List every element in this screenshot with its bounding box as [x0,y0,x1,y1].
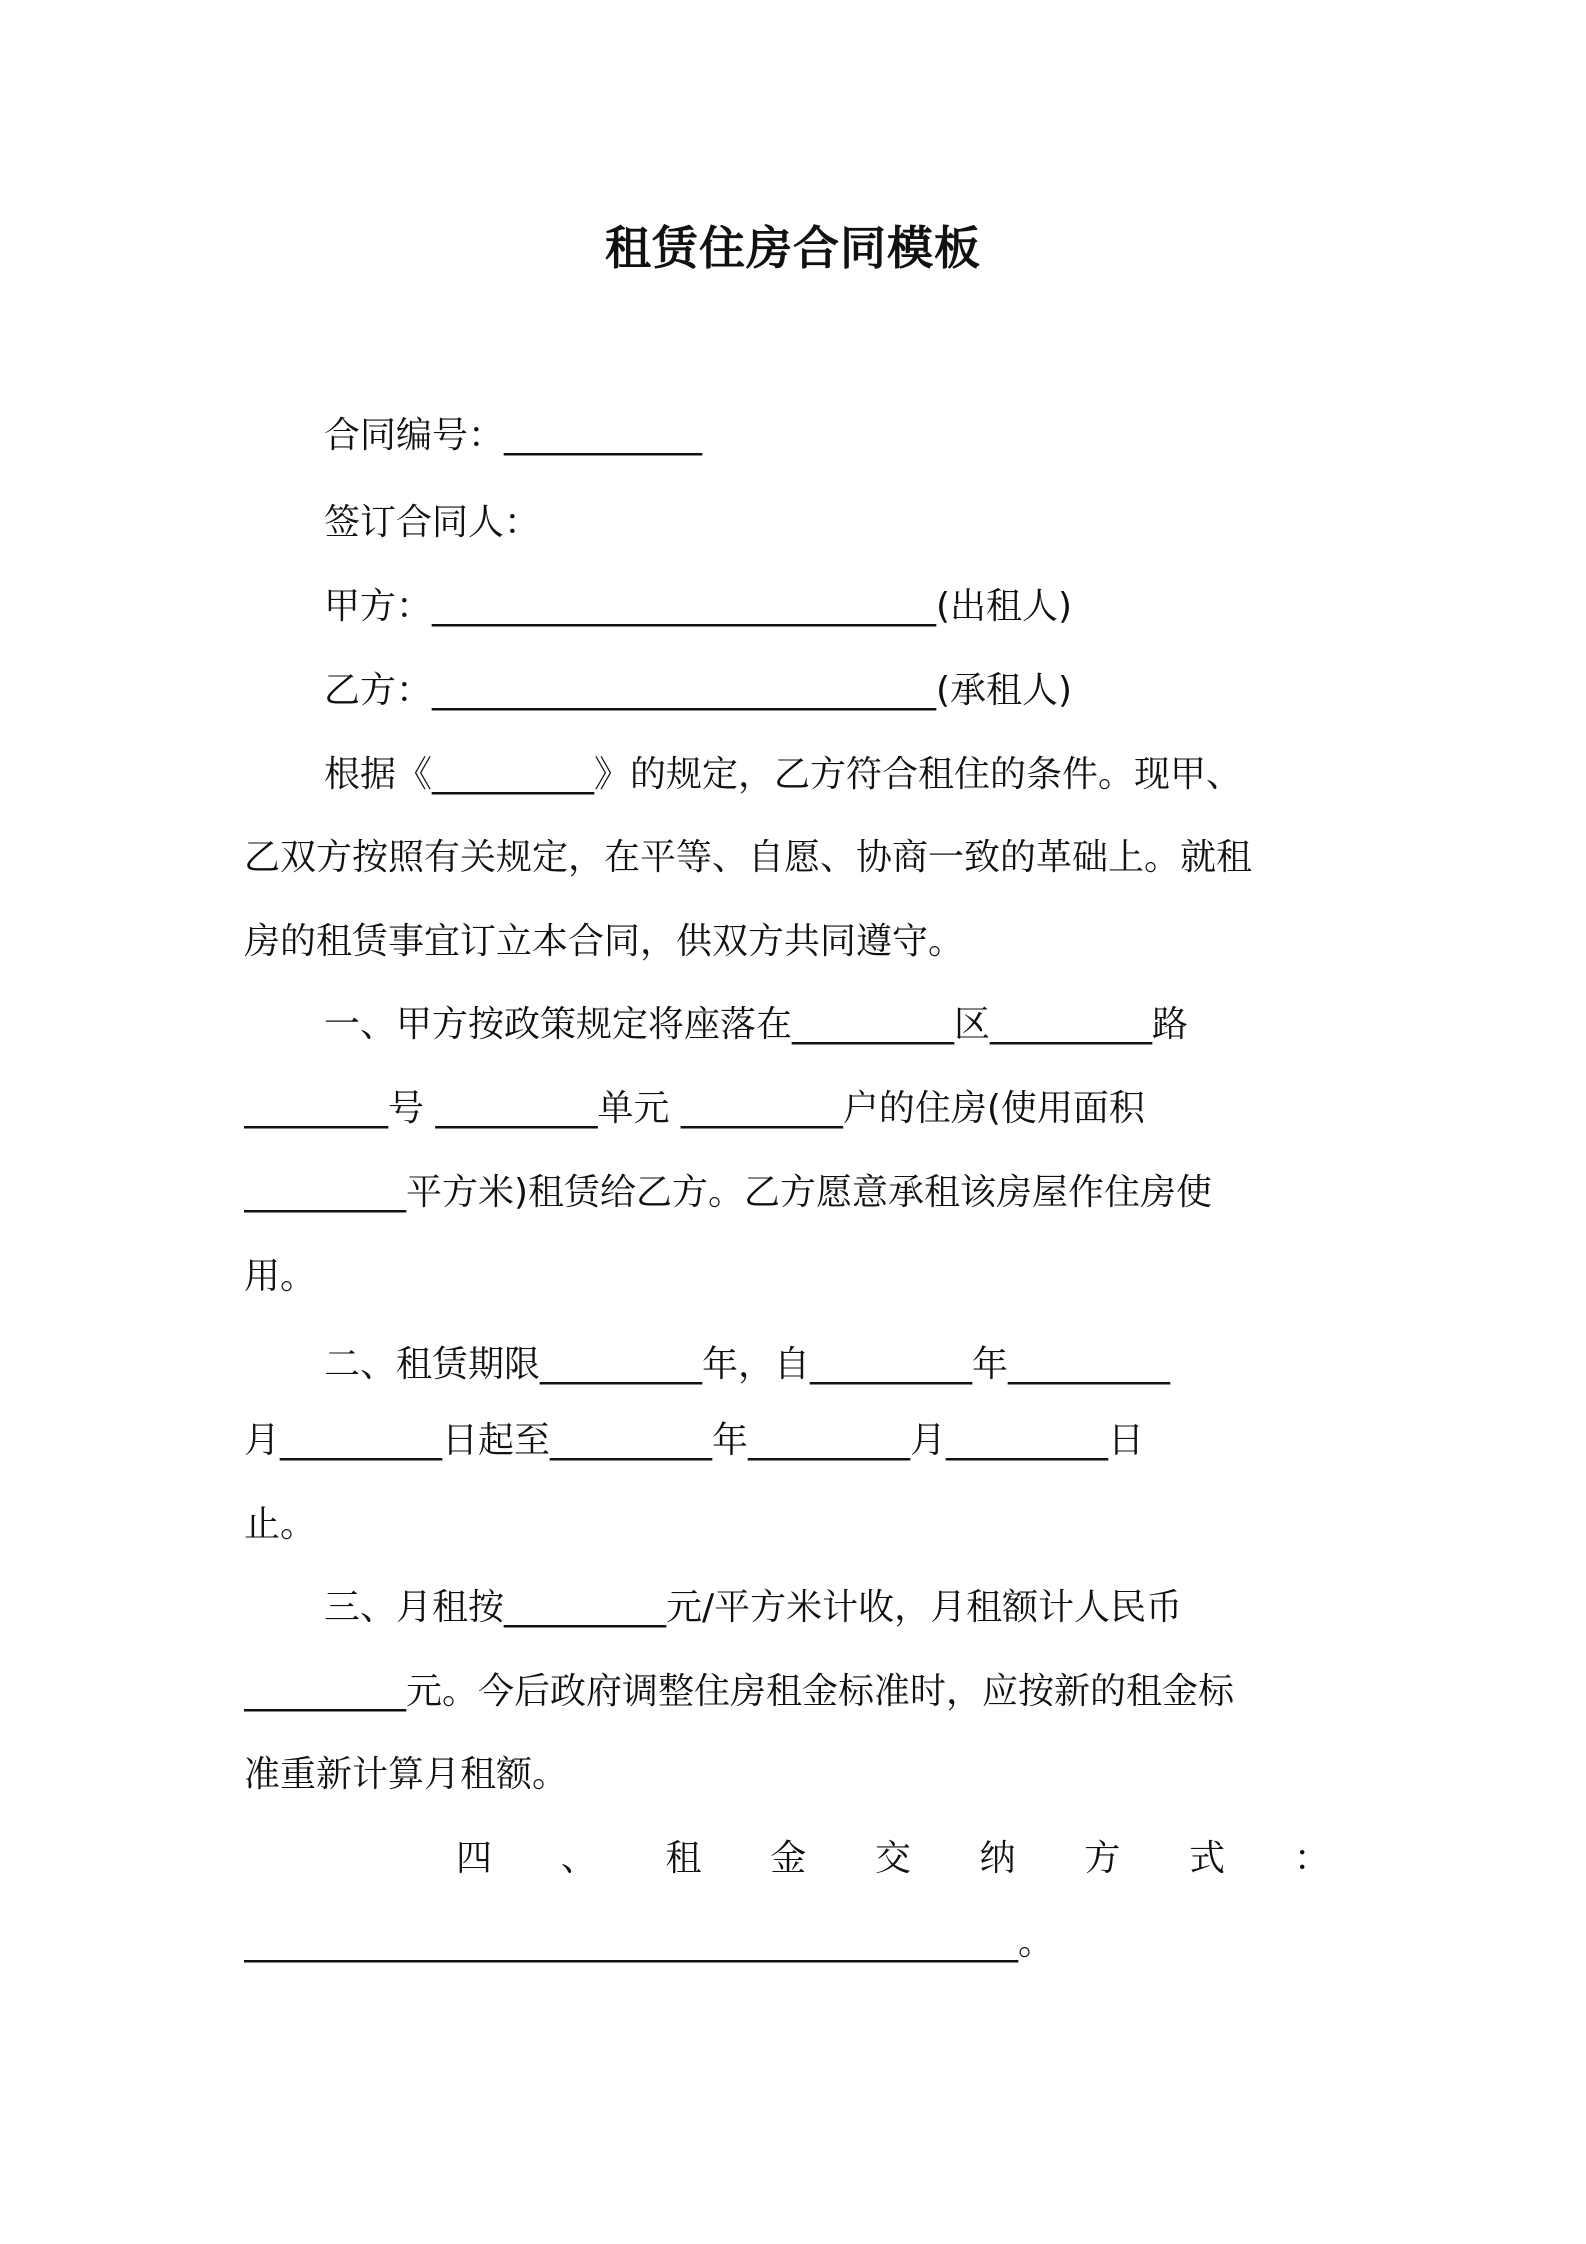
party-a-line: 甲方：____________________________(出租人) [324,586,1073,627]
preamble-line-1: 根据《_________》的规定，乙方符合租住的条件。现甲、 [324,754,1243,795]
contract-number-line: 合同编号：___________ [324,415,703,456]
clause-4-heading-char-9: ： [1293,1838,1330,1879]
clause-1-line-3: _________平方米)租赁给乙方。乙方愿意承租该房屋作住房使 [244,1172,1213,1213]
clause-2-line-3: 止。 [244,1504,317,1545]
clause-4-heading [456,1834,1330,1884]
clause-3-line-3: 准重新计算月租额。 [244,1754,569,1795]
party-b-line: 乙方：____________________________(承租人) [324,670,1073,711]
preamble-line-2: 乙双方按照有关规定，在平等、自愿、协商一致的革础上。就租 [244,837,1253,878]
clause-4-heading-char-4: 金 [770,1838,807,1879]
clause-4-heading-char-5: 交 [874,1838,911,1879]
preamble-line-3: 房的租赁事宜订立本合同，供双方共同遵守。 [244,921,965,962]
clause-2-line-1: 二、租赁期限_________年，自_________年_________ [324,1344,1171,1385]
clause-3-line-1: 三、月租按_________元/平方米计收，月租额计人民币 [324,1587,1183,1628]
clause-3-line-2: _________元。今后政府调整住房租金标准时，应按新的租金标 [244,1671,1235,1712]
clause-4-heading-char-7: 方 [1084,1838,1121,1879]
clause-4-heading-char-2: 、 [560,1838,597,1879]
clause-1-line-2: ________号 _________单元 _________户的住房(使用面积 [244,1088,1145,1129]
clause-4-heading-char-1: 四 [456,1838,493,1879]
clause-1-line-4: 用。 [244,1256,317,1297]
clause-4-heading-char-8: 式 [1189,1838,1226,1879]
clause-4-heading-char-3: 租 [665,1838,702,1879]
clause-4-heading-char-6: 纳 [979,1838,1016,1879]
clause-4-blank-line: ___________________________________________。 [244,1922,1054,1963]
document-title: 租赁住房合同模板 [605,221,981,275]
signatories-line: 签订合同人： [324,502,541,543]
clause-2-line-2: 月_________日起至_________年_________月_________日 [244,1420,1145,1461]
clause-1-line-1: 一、甲方按政策规定将座落在_________区_________路 [324,1004,1189,1045]
